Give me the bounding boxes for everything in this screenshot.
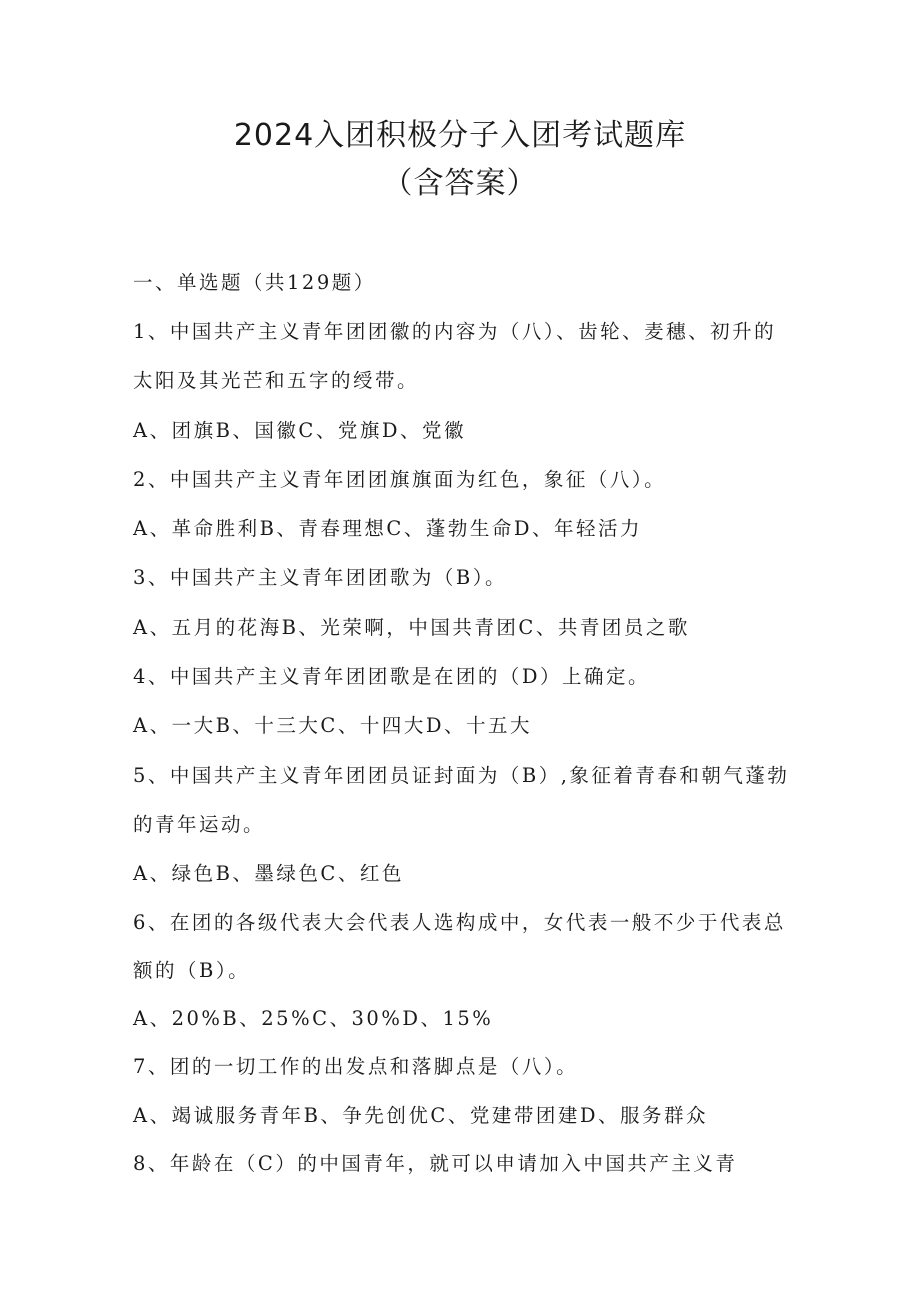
question-line: 5、中国共产主义青年团团员证封面为（B）,象征着青春和朝气蓬勃 bbox=[133, 764, 790, 787]
question-line: 太阳及其光芒和五字的绶带。 bbox=[133, 369, 420, 392]
document-title: 2024入团积极分子入团考试题库 bbox=[233, 118, 687, 153]
question-line: 额的（B）。 bbox=[133, 959, 251, 982]
answer-options: A、团旗B、国徽C、党旗D、党徽 bbox=[133, 419, 466, 442]
question-line: 8、年龄在（C）的中国青年，就可以申请加入中国共产主义青 bbox=[133, 1152, 738, 1175]
question-line: 4、中国共产主义青年团团歌是在团的（D）上确定。 bbox=[133, 665, 651, 688]
answer-options: A、革命胜利B、青春理想C、蓬勃生命D、年轻活力 bbox=[133, 517, 642, 540]
section-heading: 一、单选题（共129题） bbox=[133, 271, 376, 294]
answer-options: A、竭诚服务青年B、争先创优C、党建带团建D、服务群众 bbox=[133, 1104, 708, 1127]
question-line: 2、中国共产主义青年团团旗旗面为红色，象征（八）。 bbox=[133, 468, 667, 491]
question-line: 1、中国共产主义青年团团徽的内容为（八）、齿轮、麦穗、初升的 bbox=[133, 320, 777, 343]
answer-options: A、一大B、十三大C、十四大D、十五大 bbox=[133, 714, 532, 737]
question-line: 3、中国共产主义青年团团歌为（B）。 bbox=[133, 566, 507, 589]
document-subtitle: （含答案） bbox=[382, 166, 538, 201]
question-line: 7、团的一切工作的出发点和落脚点是（八）。 bbox=[133, 1055, 579, 1078]
question-line: 的青年运动。 bbox=[133, 813, 266, 836]
answer-options: A、绿色B、墨绿色C、红色 bbox=[133, 862, 404, 885]
answer-options: A、20%B、25%C、30%D、15% bbox=[133, 1007, 494, 1030]
question-line: 6、在团的各级代表大会代表人选构成中，女代表一般不少于代表总 bbox=[133, 911, 786, 934]
answer-options: A、五月的花海B、光荣啊，中国共青团C、共青团员之歌 bbox=[133, 616, 690, 639]
